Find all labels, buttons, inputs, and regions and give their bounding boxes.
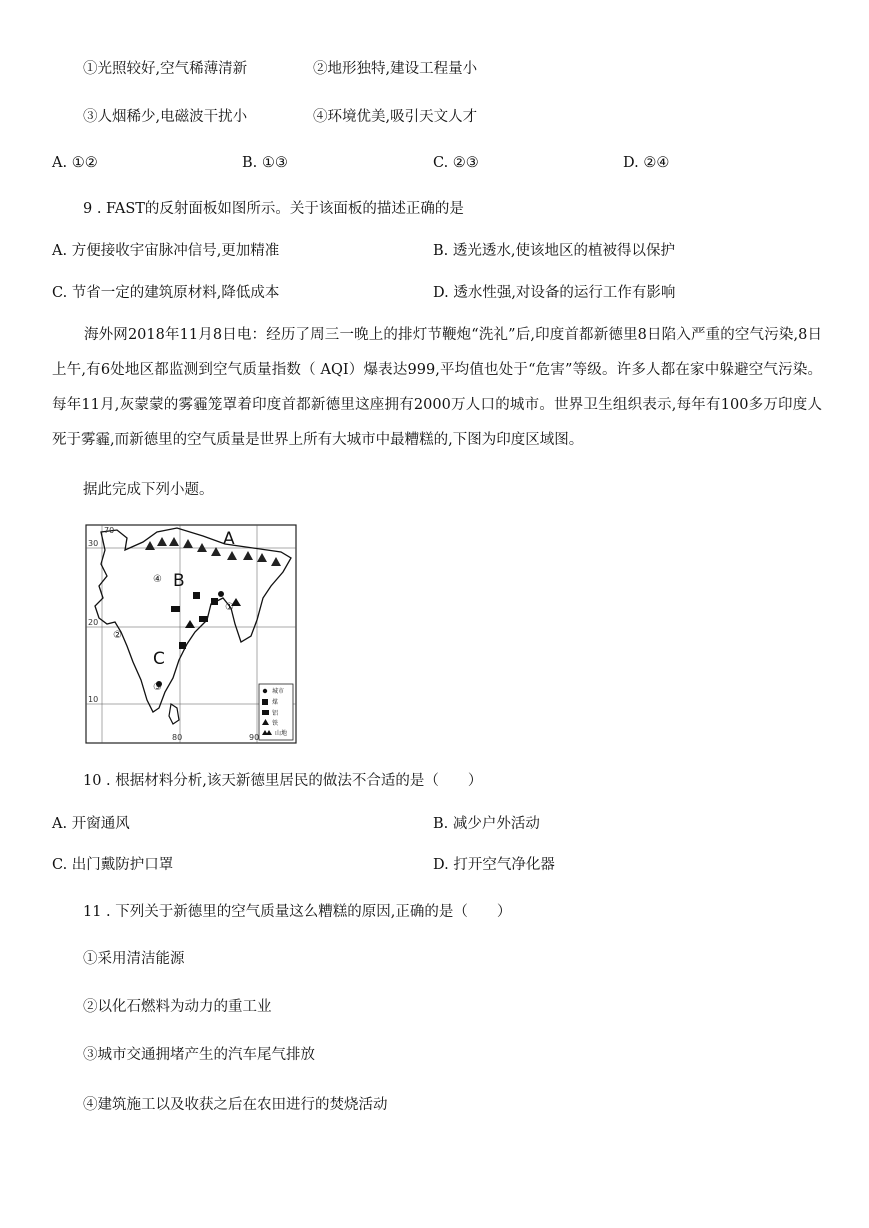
lat-label-30: 30 bbox=[88, 539, 99, 548]
map-region-a: A bbox=[223, 529, 235, 549]
map-region-c: C bbox=[153, 649, 165, 669]
lon-label-70: 70 bbox=[104, 526, 115, 535]
q9-option-d[interactable]: D. 透水性强,对设备的运行工作有影响 bbox=[433, 285, 676, 301]
q10-option-b[interactable]: B. 减少户外活动 bbox=[433, 816, 540, 832]
q11-item-3: ③城市交通拥堵产生的汽车尾气排放 bbox=[83, 1047, 315, 1063]
india-region-map bbox=[85, 524, 297, 744]
legend-city: 城市 bbox=[272, 688, 285, 695]
q8-option-a[interactable]: A. ①② bbox=[52, 155, 98, 171]
q8-option-d[interactable]: D. ②④ bbox=[623, 155, 670, 171]
q8-statement-1: ①光照较好,空气稀薄清新 bbox=[83, 61, 248, 77]
q10-stem: 10 . 根据材料分析,该天新德里居民的做法不合适的是（ ） bbox=[83, 773, 483, 789]
lat-label-20: 20 bbox=[88, 618, 99, 627]
q8-option-b[interactable]: B. ①③ bbox=[242, 155, 288, 171]
q10-option-c[interactable]: C. 出门戴防护口罩 bbox=[52, 857, 174, 873]
lon-label-80: 80 bbox=[172, 733, 183, 742]
map-legend bbox=[259, 684, 293, 740]
map-site-1: ① bbox=[225, 602, 234, 613]
q11-item-1: ①采用清洁能源 bbox=[83, 951, 185, 967]
q8-statement-4: ④环境优美,吸引天文人才 bbox=[313, 109, 478, 125]
q11-item-2: ②以化石燃料为动力的重工业 bbox=[83, 999, 272, 1015]
q9-stem: 9 . FAST的反射面板如图所示。关于该面板的描述正确的是 bbox=[83, 201, 464, 217]
q8-statement-2: ②地形独特,建设工程量小 bbox=[313, 61, 478, 77]
legend-coal: 煤 bbox=[272, 699, 279, 706]
instruction: 据此完成下列小题。 bbox=[83, 482, 214, 498]
legend-aluminum: 铝 bbox=[272, 710, 279, 717]
lon-label-90: 90 bbox=[249, 733, 260, 742]
q9-option-c[interactable]: C. 节省一定的建筑原材料,降低成本 bbox=[52, 285, 280, 301]
lat-label-10: 10 bbox=[88, 695, 99, 704]
q10-option-d[interactable]: D. 打开空气净化器 bbox=[433, 857, 555, 873]
q9-option-a[interactable]: A. 方便接收宇宙脉冲信号,更加精准 bbox=[52, 243, 280, 259]
legend-iron: 铁 bbox=[272, 720, 279, 727]
q11-stem: 11 . 下列关于新德里的空气质量这么糟糕的原因,正确的是（ ） bbox=[83, 904, 512, 920]
reading-passage bbox=[52, 318, 822, 458]
q10-option-a[interactable]: A. 开窗通风 bbox=[52, 816, 130, 832]
legend-mountain: 山地 bbox=[275, 730, 288, 737]
q9-option-b[interactable]: B. 透光透水,使该地区的植被得以保护 bbox=[433, 243, 675, 259]
map-site-3: ③ bbox=[153, 682, 162, 693]
q8-option-c[interactable]: C. ②③ bbox=[433, 155, 479, 171]
map-region-b: B bbox=[173, 571, 185, 591]
map-site-4: ④ bbox=[153, 574, 162, 585]
passage-text: 海外网2018年11月8日电：经历了周三一晚上的排灯节鞭炮“洗礼”后,印度首都新德里8日陷入严重的空气污染,8日上午,有6处地区都监测到空气质量指数（ AQI）爆表达999,平均值也处于“危害”等级。许多人都在家中躲避空气污染。每年11月,灰蒙蒙的雾霾笼罩着印度首都新德里这座拥有2000万人口的城市。世界卫生组织表示,每年有100多万印度人死于雾霾,而新德里的空气质量是世界上所有大城市中最糟糕的,下图为印度区域图。 bbox=[52, 327, 822, 448]
map-site-2: ② bbox=[113, 630, 122, 641]
q8-statement-3: ③人烟稀少,电磁波干扰小 bbox=[83, 109, 248, 125]
q11-item-4: ④建筑施工以及收获之后在农田进行的焚烧活动 bbox=[83, 1097, 388, 1113]
